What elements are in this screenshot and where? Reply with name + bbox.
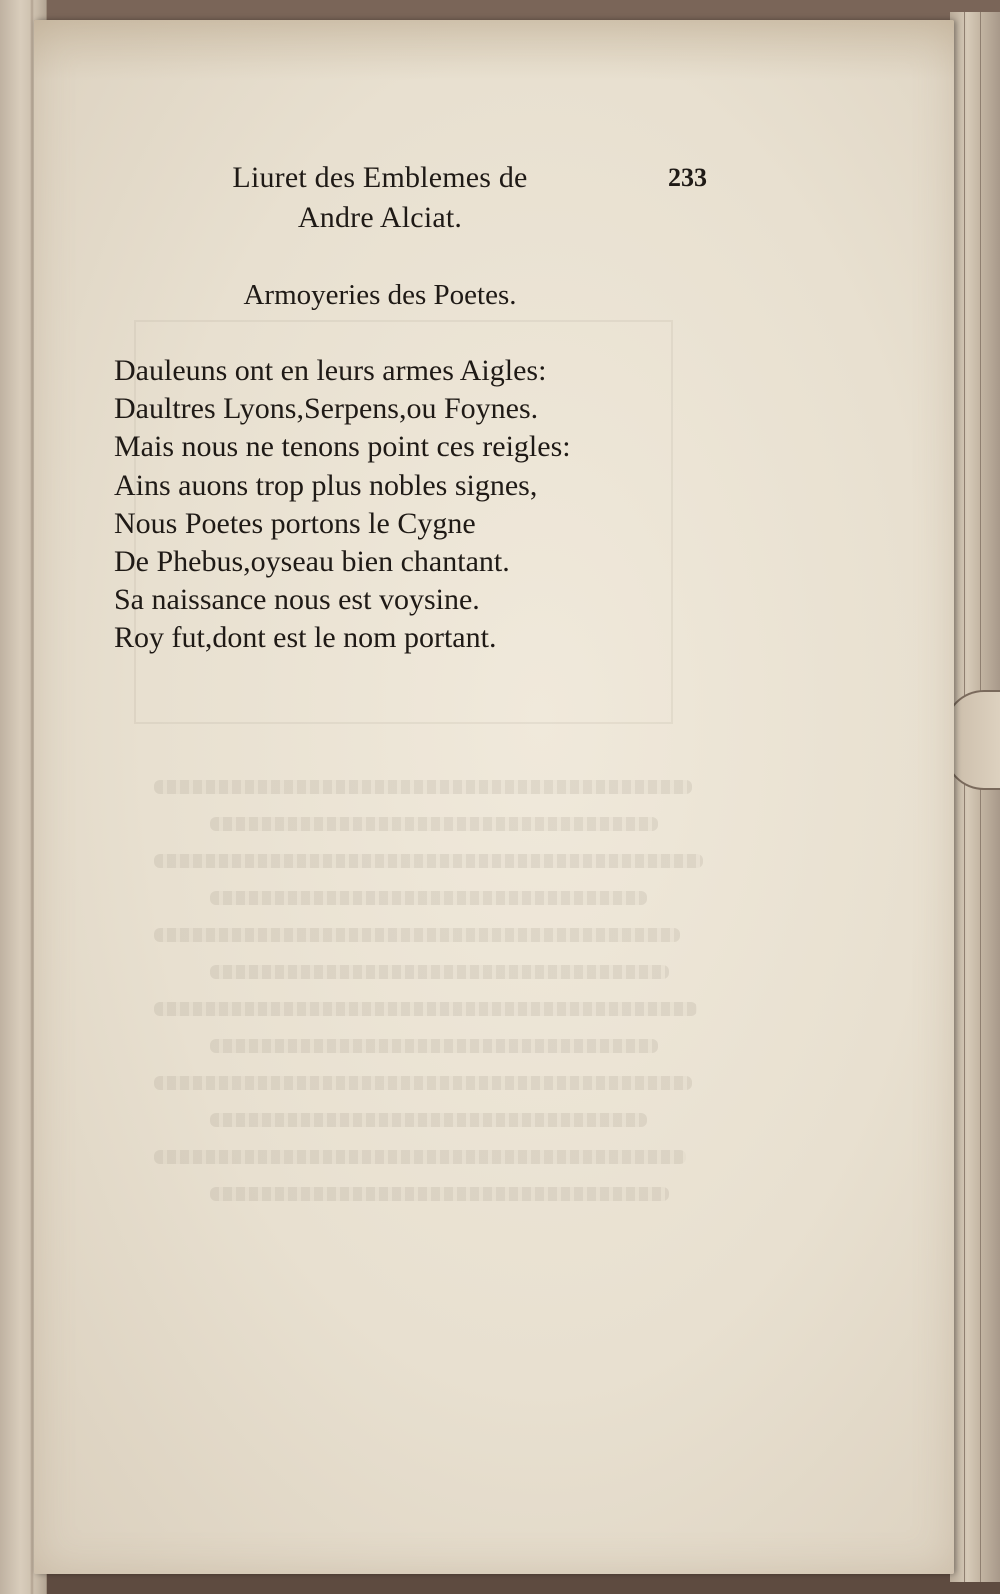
verse-line: Sa naissance nous est voysine. <box>114 583 480 617</box>
ghost-line <box>210 965 669 979</box>
ghost-line <box>154 1002 697 1016</box>
page-number: 233 <box>668 163 707 192</box>
page-stain <box>34 20 954 80</box>
running-head-line-2: Andre Alciat. <box>297 201 463 234</box>
verse-line: De Phebus,oyseau bien chantant. <box>114 545 510 579</box>
page-edge-line <box>964 12 965 1582</box>
ghost-line <box>154 928 680 942</box>
emblem-title: Armoyeries des Poetes. <box>243 279 517 311</box>
verse-line: Ains auons trop plus nobles signes, <box>114 468 538 502</box>
ghost-line <box>210 1187 669 1201</box>
ghost-line <box>210 1113 647 1127</box>
ghost-line <box>154 854 703 868</box>
ghost-line <box>154 1150 686 1164</box>
book-page <box>34 20 954 1574</box>
ghost-line <box>210 891 647 905</box>
ghost-line <box>154 780 692 794</box>
verse-line: Roy fut,dont est le nom portant. <box>114 621 497 655</box>
verse-line: Dauleuns ont en leurs armes Aigles: <box>114 354 547 387</box>
ghost-line <box>210 817 658 831</box>
verse-line: Daultres Lyons,Serpens,ou Foynes. <box>114 392 539 426</box>
show-through-text <box>154 780 714 1240</box>
running-head <box>200 158 560 238</box>
verse-line: Nous Poetes portons le Cygne <box>114 506 476 540</box>
verse-line: Mais nous ne tenons point ces reigles: <box>114 430 571 464</box>
verse <box>114 352 634 658</box>
ghost-line <box>154 1076 692 1090</box>
running-head-line-1: Liuret des Emblemes de <box>232 161 528 194</box>
ghost-line <box>210 1039 658 1053</box>
page-edge-line <box>980 12 981 1582</box>
stacked-page-edges <box>950 12 1000 1582</box>
